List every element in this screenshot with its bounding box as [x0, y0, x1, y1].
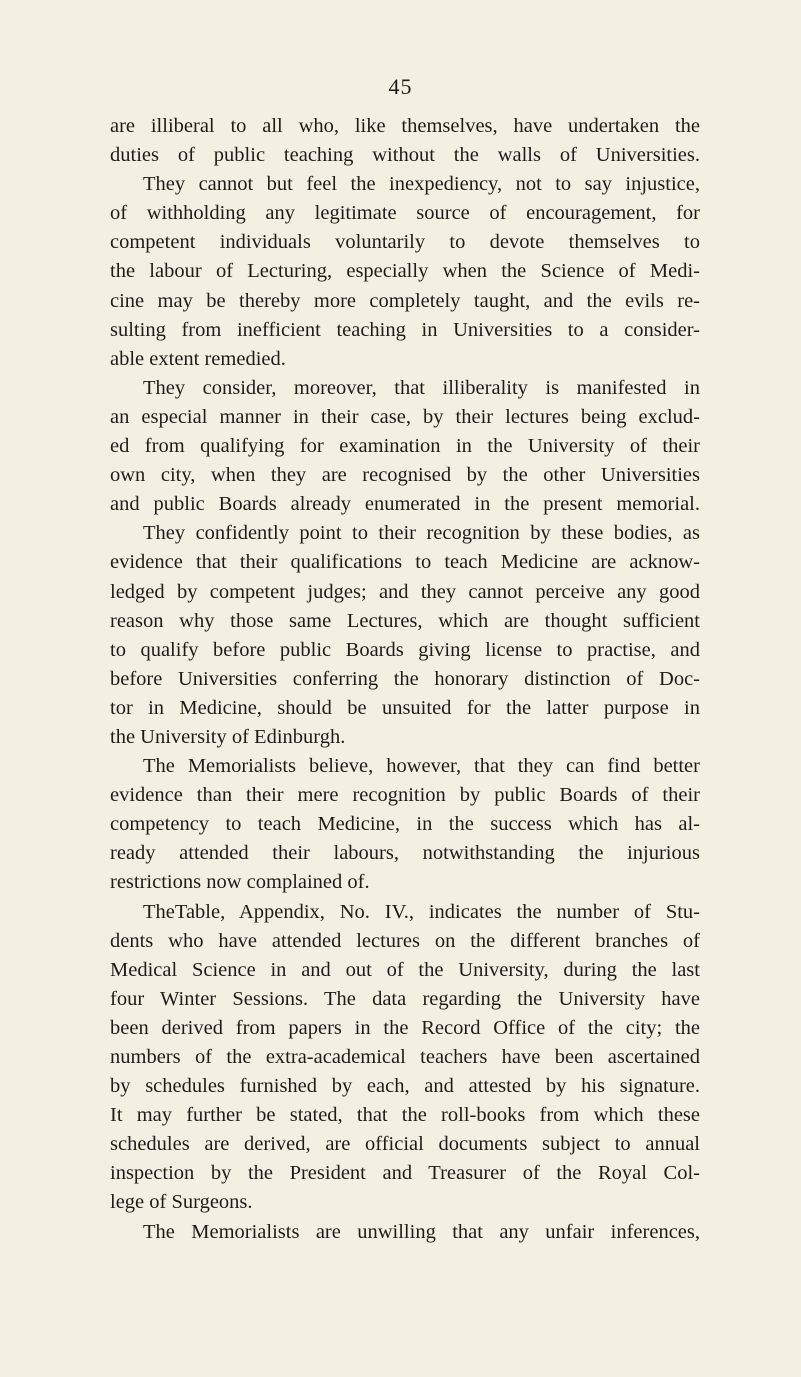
- text-line: competent individuals voluntarily to devote themselves to: [110, 231, 700, 254]
- text-line: been derived from papers in the Record Office of the city; the: [110, 1016, 700, 1039]
- text-line: ed from qualifying for examination in the University of their: [110, 435, 700, 458]
- page-number: 45: [388, 74, 413, 99]
- text-line: are illiberal to all who, like themselves, have undertaken the: [110, 115, 700, 137]
- text-line: ready attended their labours, notwithstanding the injurious: [110, 842, 700, 865]
- text-line: schedules are derived, are official documents subject to annual: [110, 1133, 700, 1156]
- paragraph-start-line: TheTable, Appendix, No. IV., indicates the number of Stu-: [143, 900, 700, 923]
- text-line: reason why those same Lectures, which are thought sufficient: [110, 609, 700, 632]
- text-line: tor in Medicine, should be unsuited for the latter purpose in: [110, 696, 700, 719]
- text-line: an especial manner in their case, by their lectures being exclud-: [110, 405, 700, 428]
- text-line: of withholding any legitimate source of encouragement, for: [110, 202, 700, 225]
- paragraph-end-line: able extent remedied.: [110, 347, 286, 370]
- text-line: evidence than their mere recognition by public Boards of their: [110, 784, 700, 807]
- text-line: It may further be stated, that the roll-books from which these: [110, 1104, 700, 1127]
- text-line: Medical Science in and out of the University, during the last: [110, 958, 700, 981]
- text-line: before Universities conferring the honorary distinction of Doc-: [110, 667, 700, 690]
- text-line: four Winter Sessions. The data regarding the University have: [110, 987, 700, 1010]
- text-line: inspection by the President and Treasurer of the Royal Col-: [110, 1162, 700, 1185]
- paragraph-start-line: They consider, moreover, that illiberality is manifested in: [143, 376, 700, 399]
- paragraph-start-line: They confidently point to their recognition by these bodies, as: [143, 522, 700, 545]
- text-line: competency to teach Medicine, in the success which has al-: [110, 813, 700, 836]
- paragraph-start-line: The Memorialists believe, however, that they can find better: [143, 755, 700, 778]
- paragraph-start-line: The Memorialists are unwilling that any unfair inferences,: [143, 1220, 700, 1243]
- text-line: sulting from inefficient teaching in Universities to a consider-: [110, 318, 700, 341]
- text-line: duties of public teaching without the walls of Universities.: [110, 144, 700, 167]
- paragraph-end-line: the University of Edinburgh.: [110, 725, 346, 748]
- text-line: by schedules furnished by each, and attested by his signature.: [110, 1075, 700, 1098]
- paragraph-end-line: lege of Surgeons.: [110, 1191, 253, 1214]
- text-line: cine may be thereby more completely taught, and the evils re-: [110, 289, 700, 312]
- text-line: the labour of Lecturing, especially when the Science of Medi-: [110, 260, 700, 283]
- text-line: dents who have attended lectures on the different branches of: [110, 929, 700, 952]
- text-line: ledged by competent judges; and they cannot perceive any good: [110, 580, 700, 603]
- paragraph-end-line: restrictions now complained of.: [110, 871, 370, 894]
- body-text: [110, 112, 700, 1247]
- text-line: numbers of the extra-academical teachers have been ascertained: [110, 1046, 700, 1068]
- text-line: own city, when they are recognised by the other Universities: [110, 464, 700, 487]
- text-line: to qualify before public Boards giving license to practise, and: [110, 638, 700, 661]
- text-line: and public Boards already enumerated in the present memorial.: [110, 493, 700, 516]
- paragraph-start-line: They cannot but feel the inexpediency, not to say injustice,: [143, 173, 700, 196]
- text-line: evidence that their qualifications to teach Medicine are acknow-: [110, 551, 700, 574]
